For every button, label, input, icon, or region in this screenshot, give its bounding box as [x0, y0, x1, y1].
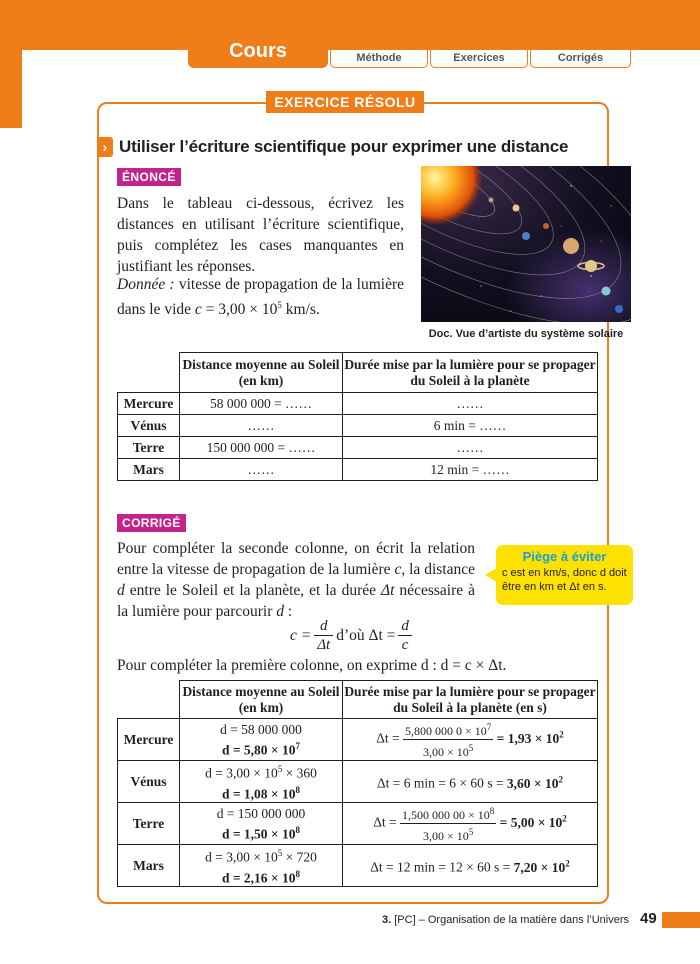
formula [290, 617, 412, 654]
corrige-text [117, 538, 475, 622]
planet-name: Mercure [118, 719, 180, 761]
var-d-2: d [276, 603, 284, 620]
tab-methode[interactable]: Méthode [330, 50, 428, 68]
table-row [118, 415, 598, 437]
exercise-title: Utiliser l’écriture scientifique pour exprimer une distance [119, 137, 569, 156]
duree-cell: …… [343, 437, 598, 459]
col-distance-header: Distance moyenne au Soleil (en km) [180, 353, 343, 393]
table-corner [118, 353, 180, 393]
distance-line-2: $d = 5,80 \times 10^7$ [221, 740, 301, 758]
distance-cell [180, 761, 343, 803]
duree-cell [343, 761, 598, 803]
distance-cell [180, 719, 343, 761]
duree-result: = $5,00 \times 10^2$ [499, 813, 567, 830]
duree-cell [343, 803, 598, 845]
fraction-numerator: d [398, 617, 412, 636]
duree-cell: …… [343, 393, 598, 415]
duree-fraction [403, 719, 493, 760]
donnee-label: Donnée : [117, 276, 175, 293]
fraction-denominator: c [401, 637, 409, 653]
col-duree-header: Durée mise par la lumière pour se propager du Soleil à la planète [343, 353, 598, 393]
duree-cell [343, 845, 598, 887]
donnee-exp: 5 [277, 300, 282, 310]
page-number: 49 [640, 910, 657, 927]
corrige-text-1: Pour compléter la seconde colonne, on écrit la relation entre la vitesse de propagation de la lumière [117, 540, 475, 578]
var-c: c [394, 561, 402, 578]
fraction-denominator: Δt [317, 637, 331, 653]
donnee-var: c [194, 301, 202, 319]
table-correction [117, 680, 598, 887]
duree-cell: 6 min = …… [343, 415, 598, 437]
enonce-donnee [117, 274, 404, 320]
callout-text: c est en km/s, donc d doit être en km et Δt en s. [502, 567, 627, 593]
corrige-badge: CORRIGÉ [117, 514, 186, 532]
tab-cours[interactable]: Cours [188, 36, 328, 68]
table-row [118, 459, 598, 481]
duree-lhs: Δt = [376, 730, 400, 746]
distance-cell [180, 845, 343, 887]
table-row [118, 719, 598, 761]
table-corner [118, 681, 180, 719]
formula-lhs: c = [290, 626, 312, 644]
table-row [118, 437, 598, 459]
var-d: d [117, 582, 125, 599]
donnee-unit: km/s. [281, 301, 320, 319]
footer-chapter-text: [PC] – Organisation de la matière dans l’Univers [391, 914, 630, 926]
callout-piege [496, 545, 633, 605]
fraction-denominator: $3,00 \times 10^5$ [423, 827, 474, 843]
footer-chapter-num: 3. [382, 914, 392, 926]
planet-name: Mercure [118, 393, 180, 415]
distance-line-1: d = 150 000 000 [216, 805, 306, 821]
corrige-text-5: : [284, 603, 293, 620]
planet-name: Mars [118, 845, 180, 887]
left-strip [0, 0, 22, 128]
table-row [118, 393, 598, 415]
formula-fraction-1 [314, 617, 333, 654]
distance-cell: 150 000 000 = …… [180, 437, 343, 459]
planet-name: Vénus [118, 415, 180, 437]
duree-result: $7,20 \times 10^2$ [513, 858, 570, 875]
corrige-text-6: Pour compléter la première colonne, on exprime d : d = c × Δt. [117, 657, 507, 674]
table-row [118, 761, 598, 803]
planet-name: Terre [118, 803, 180, 845]
solar-system-illustration [421, 166, 631, 322]
duree-calc: Δt = 6 min = 6 × 60 s = [377, 775, 507, 791]
duree-cell [343, 719, 598, 761]
donnee-text: vitesse de propagation de la lumière dans le vide [117, 276, 404, 319]
table-row [118, 845, 598, 887]
distance-line-2: $d = 1,50 \times 10^8$ [221, 824, 301, 842]
table-header-row [118, 681, 598, 719]
header-band [0, 0, 700, 50]
figure-caption: Doc. Vue d’artiste du système solaire [428, 328, 624, 340]
distance-cell: …… [180, 459, 343, 481]
solar-system-image [421, 166, 631, 322]
col-duree-header: Durée mise par la lumière pour se propager du Soleil à la planète (en s) [343, 681, 598, 719]
distance-cell: 58 000 000 = …… [180, 393, 343, 415]
planet-name: Mars [118, 459, 180, 481]
fraction-numerator: 1,500 000 $00 \times 10^8$ [400, 803, 496, 824]
fraction-numerator: d [314, 617, 333, 636]
duree-result: = $1,93 \times 10^2$ [496, 729, 564, 746]
corrige-text-2: , la distance [401, 561, 475, 578]
distance-cell: …… [180, 415, 343, 437]
table-header-row [118, 353, 598, 393]
table-row [118, 803, 598, 845]
enonce-badge: ÉNONCÉ [117, 168, 181, 186]
formula-fraction-2 [398, 617, 412, 654]
planet-name: Terre [118, 437, 180, 459]
fraction-denominator: $3,00 \times 10^5$ [423, 743, 474, 759]
duree-cell: 12 min = …… [343, 459, 598, 481]
var-dt: Δt [381, 582, 395, 599]
duree-calc: Δt = 12 min = 12 × 60 s = [370, 859, 514, 875]
fraction-numerator: 5,800 000 $0 \times 10^7$ [403, 719, 493, 740]
distance-line-1: $d = 3,00 \times 10^5 \times 720$ [205, 848, 317, 865]
distance-line-2: $d = 2,16 \times 10^8$ [221, 868, 301, 885]
tab-exercices[interactable]: Exercices [430, 50, 528, 68]
title-row [97, 136, 568, 158]
corrige-text-4: nécessaire à la lumière pour parcourir [117, 582, 476, 620]
planet-name: Vénus [118, 761, 180, 803]
chevron-right-icon: › [97, 137, 113, 157]
enonce-text: Dans le tableau ci-dessous, écrivez les distances en utilisant l’écriture scientifique, puis complétez les cases manquantes en justifiant les réponses. [117, 195, 404, 275]
duree-lhs: Δt = [373, 814, 397, 830]
tab-corriges[interactable]: Corrigés [530, 50, 631, 68]
callout-title: Piège à éviter [522, 549, 607, 564]
distance-line-1: $d = 3,00 \times 10^5 \times 360$ [205, 764, 317, 781]
footer-chapter [382, 914, 629, 926]
duree-result: $3,60 \times 10^2$ [506, 774, 563, 791]
distance-line-2: $d = 1,08 \times 10^8$ [221, 784, 301, 801]
distance-cell [180, 803, 343, 845]
corrige-text-3: entre le Soleil et la planète, et la durée [124, 582, 382, 599]
table-exercise [117, 352, 598, 481]
footer-bar [662, 912, 700, 928]
col-distance-header: Distance moyenne au Soleil (en km) [180, 681, 343, 719]
frame-label: EXERCICE RÉSOLU [266, 91, 424, 113]
donnee-value: = 3,00 × 10 [201, 301, 278, 319]
distance-line-1: d = 58 000 000 [220, 721, 302, 737]
formula-mid: d’où Δt = [336, 626, 396, 644]
duree-fraction [400, 803, 496, 844]
